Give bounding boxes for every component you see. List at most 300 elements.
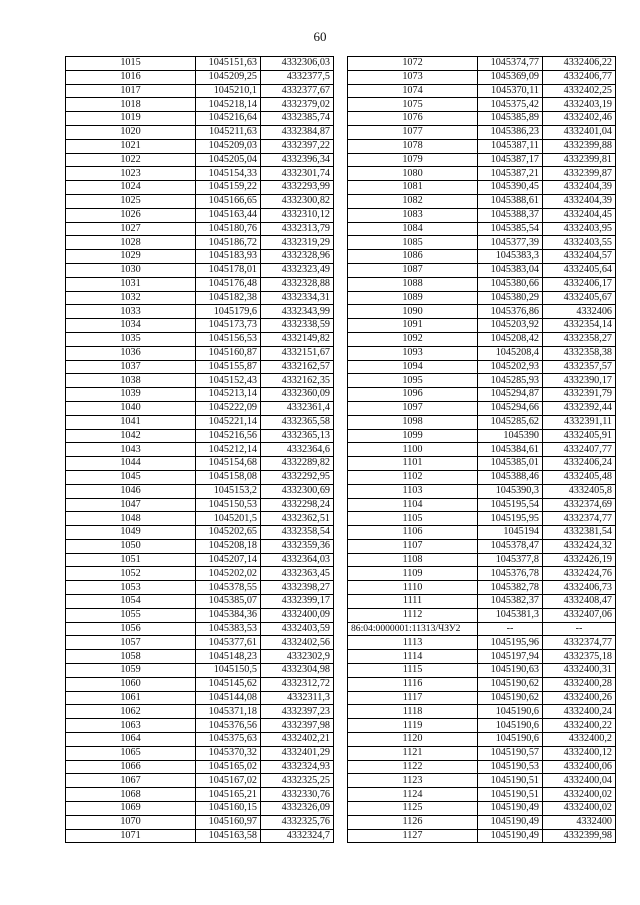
point-number-cell: 1027	[66, 222, 196, 236]
y-coordinate-cell: 4332404,39	[543, 181, 616, 195]
table-row	[348, 305, 616, 319]
point-number-cell: 1033	[66, 305, 196, 319]
point-number-cell: 1099	[348, 429, 478, 443]
x-coordinate-cell: 1045190,6	[478, 705, 543, 719]
point-number-cell: 1109	[348, 567, 478, 581]
table-row	[348, 332, 616, 346]
y-coordinate-cell: 4332398,27	[261, 581, 334, 595]
table-row	[66, 277, 334, 291]
point-number-cell: 1047	[66, 498, 196, 512]
point-number-cell: 1104	[348, 498, 478, 512]
x-coordinate-cell: 1045158,08	[196, 470, 261, 484]
y-coordinate-cell: 4332405,64	[543, 263, 616, 277]
y-coordinate-cell: 4332390,17	[543, 374, 616, 388]
point-number-cell: 1048	[66, 512, 196, 526]
point-number-cell: 1034	[66, 319, 196, 333]
y-coordinate-cell: 4332400,02	[543, 788, 616, 802]
x-coordinate-cell: 1045151,63	[196, 57, 261, 71]
table-row	[348, 650, 616, 664]
y-coordinate-cell: 4332385,74	[261, 112, 334, 126]
y-coordinate-cell: 4332298,24	[261, 498, 334, 512]
y-coordinate-cell: 4332399,17	[261, 595, 334, 609]
x-coordinate-cell: 1045190,49	[478, 829, 543, 843]
x-coordinate-cell: 1045176,48	[196, 277, 261, 291]
y-coordinate-cell: 4332311,3	[261, 691, 334, 705]
y-coordinate-cell: 4332400,31	[543, 664, 616, 678]
x-coordinate-cell: 1045377,8	[478, 553, 543, 567]
table-row	[348, 788, 616, 802]
x-coordinate-cell: 1045190,53	[478, 760, 543, 774]
y-coordinate-cell: 4332334,31	[261, 291, 334, 305]
point-number-cell: 1072	[348, 57, 478, 71]
point-number-cell: 1019	[66, 112, 196, 126]
y-coordinate-cell: 4332377,5	[261, 70, 334, 84]
point-number-cell: 1108	[348, 553, 478, 567]
table-row	[66, 581, 334, 595]
point-number-cell: 1077	[348, 125, 478, 139]
x-coordinate-cell: 1045190,62	[478, 677, 543, 691]
table-row	[348, 98, 616, 112]
point-number-cell: 1124	[348, 788, 478, 802]
y-coordinate-cell: 4332426,19	[543, 553, 616, 567]
point-number-cell: 1079	[348, 153, 478, 167]
y-coordinate-cell: 4332406,77	[543, 70, 616, 84]
y-coordinate-cell: 4332404,45	[543, 208, 616, 222]
x-coordinate-cell: 1045370,11	[478, 84, 543, 98]
table-row	[66, 208, 334, 222]
x-coordinate-cell: 1045153,2	[196, 484, 261, 498]
table-row	[348, 374, 616, 388]
x-coordinate-cell: 1045160,15	[196, 802, 261, 816]
table-row	[348, 181, 616, 195]
y-coordinate-cell: 4332364,03	[261, 553, 334, 567]
point-number-cell: 1081	[348, 181, 478, 195]
point-number-cell: 1083	[348, 208, 478, 222]
y-coordinate-cell: 4332402,25	[543, 84, 616, 98]
point-number-cell: 1065	[66, 746, 196, 760]
y-coordinate-cell: 4332324,93	[261, 760, 334, 774]
x-coordinate-cell: 1045380,66	[478, 277, 543, 291]
table-row	[66, 250, 334, 264]
x-coordinate-cell: 1045386,23	[478, 125, 543, 139]
table-row	[66, 746, 334, 760]
y-coordinate-cell: 4332149,82	[261, 332, 334, 346]
x-coordinate-cell: 1045165,21	[196, 788, 261, 802]
y-coordinate-cell: 4332399,88	[543, 139, 616, 153]
table-row	[66, 677, 334, 691]
table-row	[66, 401, 334, 415]
y-coordinate-cell: 4332397,23	[261, 705, 334, 719]
point-number-cell: 1024	[66, 181, 196, 195]
point-number-cell: 1125	[348, 802, 478, 816]
y-coordinate-cell: 4332326,09	[261, 802, 334, 816]
x-coordinate-cell: 1045374,77	[478, 57, 543, 71]
x-coordinate-cell: 1045203,92	[478, 319, 543, 333]
coordinates-table-right	[347, 56, 616, 843]
point-number-cell: 1062	[66, 705, 196, 719]
x-coordinate-cell: 1045390	[478, 429, 543, 443]
point-number-cell: 1018	[66, 98, 196, 112]
y-coordinate-cell: 4332162,57	[261, 360, 334, 374]
table-row	[348, 608, 616, 622]
table-row	[66, 153, 334, 167]
x-coordinate-cell: 1045195,96	[478, 636, 543, 650]
point-number-cell: 1115	[348, 664, 478, 678]
x-coordinate-cell: 1045384,61	[478, 443, 543, 457]
table-row	[66, 236, 334, 250]
y-coordinate-cell: 4332407,77	[543, 443, 616, 457]
table-row	[66, 719, 334, 733]
point-number-cell: 1068	[66, 788, 196, 802]
point-number-cell: 1078	[348, 139, 478, 153]
table-row	[66, 305, 334, 319]
y-coordinate-cell: 4332365,58	[261, 415, 334, 429]
point-number-cell: 1118	[348, 705, 478, 719]
table-row	[66, 374, 334, 388]
point-number-cell: 1063	[66, 719, 196, 733]
table-row	[348, 236, 616, 250]
y-coordinate-cell: 4332406,24	[543, 457, 616, 471]
x-coordinate-cell: 1045205,04	[196, 153, 261, 167]
table-row	[348, 553, 616, 567]
table-row	[66, 815, 334, 829]
y-coordinate-cell: 4332408,47	[543, 595, 616, 609]
y-coordinate-cell: 4332400,24	[543, 705, 616, 719]
x-coordinate-cell: 1045197,94	[478, 650, 543, 664]
x-coordinate-cell: 1045178,01	[196, 263, 261, 277]
y-coordinate-cell: 4332399,98	[543, 829, 616, 843]
x-coordinate-cell: 1045202,02	[196, 567, 261, 581]
x-coordinate-cell: 1045202,65	[196, 526, 261, 540]
x-coordinate-cell: 1045208,4	[478, 346, 543, 360]
x-coordinate-cell: 1045216,56	[196, 429, 261, 443]
x-coordinate-cell: 1045285,93	[478, 374, 543, 388]
x-coordinate-cell: 1045371,18	[196, 705, 261, 719]
table-row	[66, 332, 334, 346]
point-number-cell: 1123	[348, 774, 478, 788]
table-row	[348, 125, 616, 139]
y-coordinate-cell: 4332403,59	[261, 622, 334, 636]
x-coordinate-cell: 1045390,45	[478, 181, 543, 195]
x-coordinate-cell: 1045385,01	[478, 457, 543, 471]
table-row	[348, 112, 616, 126]
y-coordinate-cell: 4332374,77	[543, 512, 616, 526]
y-coordinate-cell: 4332362,51	[261, 512, 334, 526]
x-coordinate-cell: 1045155,87	[196, 360, 261, 374]
x-coordinate-cell: 1045190,51	[478, 774, 543, 788]
table-row	[348, 705, 616, 719]
table-row	[348, 802, 616, 816]
x-coordinate-cell: 1045195,54	[478, 498, 543, 512]
y-coordinate-cell: 4332358,54	[261, 526, 334, 540]
table-row	[66, 470, 334, 484]
table-row	[348, 388, 616, 402]
x-coordinate-cell: 1045222,09	[196, 401, 261, 415]
x-coordinate-cell: 1045378,47	[478, 539, 543, 553]
y-coordinate-cell: 4332363,45	[261, 567, 334, 581]
y-coordinate-cell: 4332319,29	[261, 236, 334, 250]
y-coordinate-cell: 4332407,06	[543, 608, 616, 622]
point-number-cell: 1096	[348, 388, 478, 402]
point-number-cell: 1095	[348, 374, 478, 388]
y-coordinate-cell: 4332400,12	[543, 746, 616, 760]
y-coordinate-cell: 4332330,76	[261, 788, 334, 802]
point-number-cell: 1070	[66, 815, 196, 829]
table-row	[66, 498, 334, 512]
x-coordinate-cell: 1045294,66	[478, 401, 543, 415]
y-coordinate-cell: 4332289,82	[261, 457, 334, 471]
y-coordinate-cell: 4332379,02	[261, 98, 334, 112]
y-coordinate-cell: 4332406,73	[543, 581, 616, 595]
x-coordinate-cell: 1045145,62	[196, 677, 261, 691]
point-number-cell: 1043	[66, 443, 196, 457]
x-coordinate-cell: 1045190,63	[478, 664, 543, 678]
table-row	[348, 691, 616, 705]
x-coordinate-cell: 1045186,72	[196, 236, 261, 250]
point-number-cell: 1028	[66, 236, 196, 250]
table-row	[66, 774, 334, 788]
x-coordinate-cell: 1045190,49	[478, 802, 543, 816]
point-number-cell: 1059	[66, 664, 196, 678]
y-coordinate-cell: 4332292,95	[261, 470, 334, 484]
x-coordinate-cell: 1045190,51	[478, 788, 543, 802]
x-coordinate-cell: --	[478, 622, 543, 636]
x-coordinate-cell: 1045376,86	[478, 305, 543, 319]
table-row	[348, 815, 616, 829]
point-number-cell: 1127	[348, 829, 478, 843]
point-number-cell: 1101	[348, 457, 478, 471]
table-row	[66, 84, 334, 98]
y-coordinate-cell: 4332401,29	[261, 746, 334, 760]
x-coordinate-cell: 1045209,03	[196, 139, 261, 153]
table-row	[66, 553, 334, 567]
table-row	[66, 650, 334, 664]
x-coordinate-cell: 1045190,62	[478, 691, 543, 705]
x-coordinate-cell: 1045210,1	[196, 84, 261, 98]
point-number-cell: 1045	[66, 470, 196, 484]
y-coordinate-cell: 4332403,19	[543, 98, 616, 112]
y-coordinate-cell: 4332328,96	[261, 250, 334, 264]
x-coordinate-cell: 1045388,37	[478, 208, 543, 222]
x-coordinate-cell: 1045218,14	[196, 98, 261, 112]
y-coordinate-cell: 4332301,74	[261, 167, 334, 181]
point-number-cell: 1119	[348, 719, 478, 733]
table-row	[348, 401, 616, 415]
page-number: 60	[313, 29, 327, 44]
table-row	[66, 263, 334, 277]
y-coordinate-cell: 4332358,38	[543, 346, 616, 360]
x-coordinate-cell: 1045383,3	[478, 250, 543, 264]
table-row	[66, 595, 334, 609]
table-row	[348, 443, 616, 457]
y-coordinate-cell: 4332400,04	[543, 774, 616, 788]
table-row	[66, 125, 334, 139]
x-coordinate-cell: 1045194	[478, 526, 543, 540]
point-number-cell: 1086	[348, 250, 478, 264]
point-number-cell: 1049	[66, 526, 196, 540]
point-number-cell: 1040	[66, 401, 196, 415]
x-coordinate-cell: 1045150,5	[196, 664, 261, 678]
point-number-cell: 1112	[348, 608, 478, 622]
x-coordinate-cell: 1045165,02	[196, 760, 261, 774]
point-number-cell: 1069	[66, 802, 196, 816]
table-row	[348, 595, 616, 609]
point-number-cell: 1085	[348, 236, 478, 250]
point-number-cell: 1090	[348, 305, 478, 319]
point-number-cell: 1021	[66, 139, 196, 153]
point-number-cell: 1066	[66, 760, 196, 774]
point-number-cell: 1044	[66, 457, 196, 471]
point-number-cell: 1107	[348, 539, 478, 553]
y-coordinate-cell: 4332400,26	[543, 691, 616, 705]
table-row	[348, 291, 616, 305]
y-coordinate-cell: 4332325,25	[261, 774, 334, 788]
point-number-cell: 1080	[348, 167, 478, 181]
x-coordinate-cell: 1045152,43	[196, 374, 261, 388]
table-row	[66, 319, 334, 333]
table-row	[348, 664, 616, 678]
point-number-cell: 1053	[66, 581, 196, 595]
x-coordinate-cell: 1045370,32	[196, 746, 261, 760]
point-number-cell: 1091	[348, 319, 478, 333]
x-coordinate-cell: 1045182,38	[196, 291, 261, 305]
table-row	[66, 664, 334, 678]
y-coordinate-cell: 4332384,87	[261, 125, 334, 139]
point-number-cell: 1111	[348, 595, 478, 609]
table-row	[348, 457, 616, 471]
x-coordinate-cell: 1045154,68	[196, 457, 261, 471]
x-coordinate-cell: 1045388,61	[478, 194, 543, 208]
y-coordinate-cell: 4332357,57	[543, 360, 616, 374]
point-number-cell: 1051	[66, 553, 196, 567]
y-coordinate-cell: 4332424,32	[543, 539, 616, 553]
point-number-cell: 1113	[348, 636, 478, 650]
table-row	[348, 194, 616, 208]
y-coordinate-cell: 4332293,99	[261, 181, 334, 195]
y-coordinate-cell: 4332391,11	[543, 415, 616, 429]
x-coordinate-cell: 1045387,11	[478, 139, 543, 153]
x-coordinate-cell: 1045148,23	[196, 650, 261, 664]
point-number-cell: 1022	[66, 153, 196, 167]
point-number-cell: 1030	[66, 263, 196, 277]
x-coordinate-cell: 1045173,73	[196, 319, 261, 333]
x-coordinate-cell: 1045195,95	[478, 512, 543, 526]
table-row	[348, 484, 616, 498]
point-number-cell: 1126	[348, 815, 478, 829]
table-row	[348, 746, 616, 760]
point-number-cell: 1092	[348, 332, 478, 346]
table-row	[348, 677, 616, 691]
x-coordinate-cell: 1045382,37	[478, 595, 543, 609]
point-number-cell: 1089	[348, 291, 478, 305]
table-row	[348, 636, 616, 650]
table-row	[66, 733, 334, 747]
x-coordinate-cell: 1045167,02	[196, 774, 261, 788]
table-row	[66, 70, 334, 84]
table-row	[66, 760, 334, 774]
table-row	[348, 774, 616, 788]
y-coordinate-cell: 4332405,8	[543, 484, 616, 498]
point-number-cell: 1031	[66, 277, 196, 291]
table-row	[348, 263, 616, 277]
x-coordinate-cell: 1045216,64	[196, 112, 261, 126]
point-number-cell: 1121	[348, 746, 478, 760]
point-number-cell: 1055	[66, 608, 196, 622]
table-row	[66, 181, 334, 195]
point-number-cell: 1037	[66, 360, 196, 374]
point-number-cell: 1074	[348, 84, 478, 98]
point-number-cell: 1071	[66, 829, 196, 843]
x-coordinate-cell: 1045209,25	[196, 70, 261, 84]
table-row	[348, 70, 616, 84]
y-coordinate-cell: 4332396,34	[261, 153, 334, 167]
cadastral-number-cell: 86:04:0000001:11313/ЧЗУ2	[348, 622, 478, 636]
x-coordinate-cell: 1045385,89	[478, 112, 543, 126]
point-number-cell: 1122	[348, 760, 478, 774]
x-coordinate-cell: 1045213,14	[196, 388, 261, 402]
y-coordinate-cell: 4332360,09	[261, 388, 334, 402]
point-number-cell: 1076	[348, 112, 478, 126]
point-number-cell: 1098	[348, 415, 478, 429]
y-coordinate-cell: 4332359,36	[261, 539, 334, 553]
y-coordinate-cell: 4332402,56	[261, 636, 334, 650]
x-coordinate-cell: 1045150,53	[196, 498, 261, 512]
table-row	[348, 250, 616, 264]
point-number-cell: 1064	[66, 733, 196, 747]
y-coordinate-cell: 4332328,88	[261, 277, 334, 291]
y-coordinate-cell: 4332310,12	[261, 208, 334, 222]
y-coordinate-cell: 4332400,06	[543, 760, 616, 774]
y-coordinate-cell: 4332364,6	[261, 443, 334, 457]
x-coordinate-cell: 1045211,63	[196, 125, 261, 139]
table-row	[66, 346, 334, 360]
table-row	[66, 484, 334, 498]
point-number-cell: 1041	[66, 415, 196, 429]
point-number-cell: 1038	[66, 374, 196, 388]
y-coordinate-cell: 4332304,98	[261, 664, 334, 678]
point-number-cell: 1116	[348, 677, 478, 691]
point-number-cell: 1102	[348, 470, 478, 484]
coordinates-table-left	[65, 56, 334, 843]
x-coordinate-cell: 1045208,18	[196, 539, 261, 553]
x-coordinate-cell: 1045212,14	[196, 443, 261, 457]
y-coordinate-cell: 4332400,2	[543, 733, 616, 747]
table-row	[348, 415, 616, 429]
x-coordinate-cell: 1045221,14	[196, 415, 261, 429]
y-coordinate-cell: 4332403,55	[543, 236, 616, 250]
y-coordinate-cell: 4332374,69	[543, 498, 616, 512]
x-coordinate-cell: 1045383,04	[478, 263, 543, 277]
point-number-cell: 1017	[66, 84, 196, 98]
x-coordinate-cell: 1045163,44	[196, 208, 261, 222]
y-coordinate-cell: 4332400,28	[543, 677, 616, 691]
y-coordinate-cell: 4332358,27	[543, 332, 616, 346]
x-coordinate-cell: 1045190,49	[478, 815, 543, 829]
x-coordinate-cell: 1045383,53	[196, 622, 261, 636]
x-coordinate-cell: 1045388,46	[478, 470, 543, 484]
table-row	[348, 829, 616, 843]
x-coordinate-cell: 1045294,87	[478, 388, 543, 402]
point-number-cell: 1020	[66, 125, 196, 139]
table-row	[66, 829, 334, 843]
x-coordinate-cell: 1045384,36	[196, 608, 261, 622]
y-coordinate-cell: 4332404,57	[543, 250, 616, 264]
x-coordinate-cell: 1045190,57	[478, 746, 543, 760]
table-row	[348, 319, 616, 333]
y-coordinate-cell: 4332402,21	[261, 733, 334, 747]
y-coordinate-cell: 4332406,22	[543, 57, 616, 71]
table-row	[348, 277, 616, 291]
